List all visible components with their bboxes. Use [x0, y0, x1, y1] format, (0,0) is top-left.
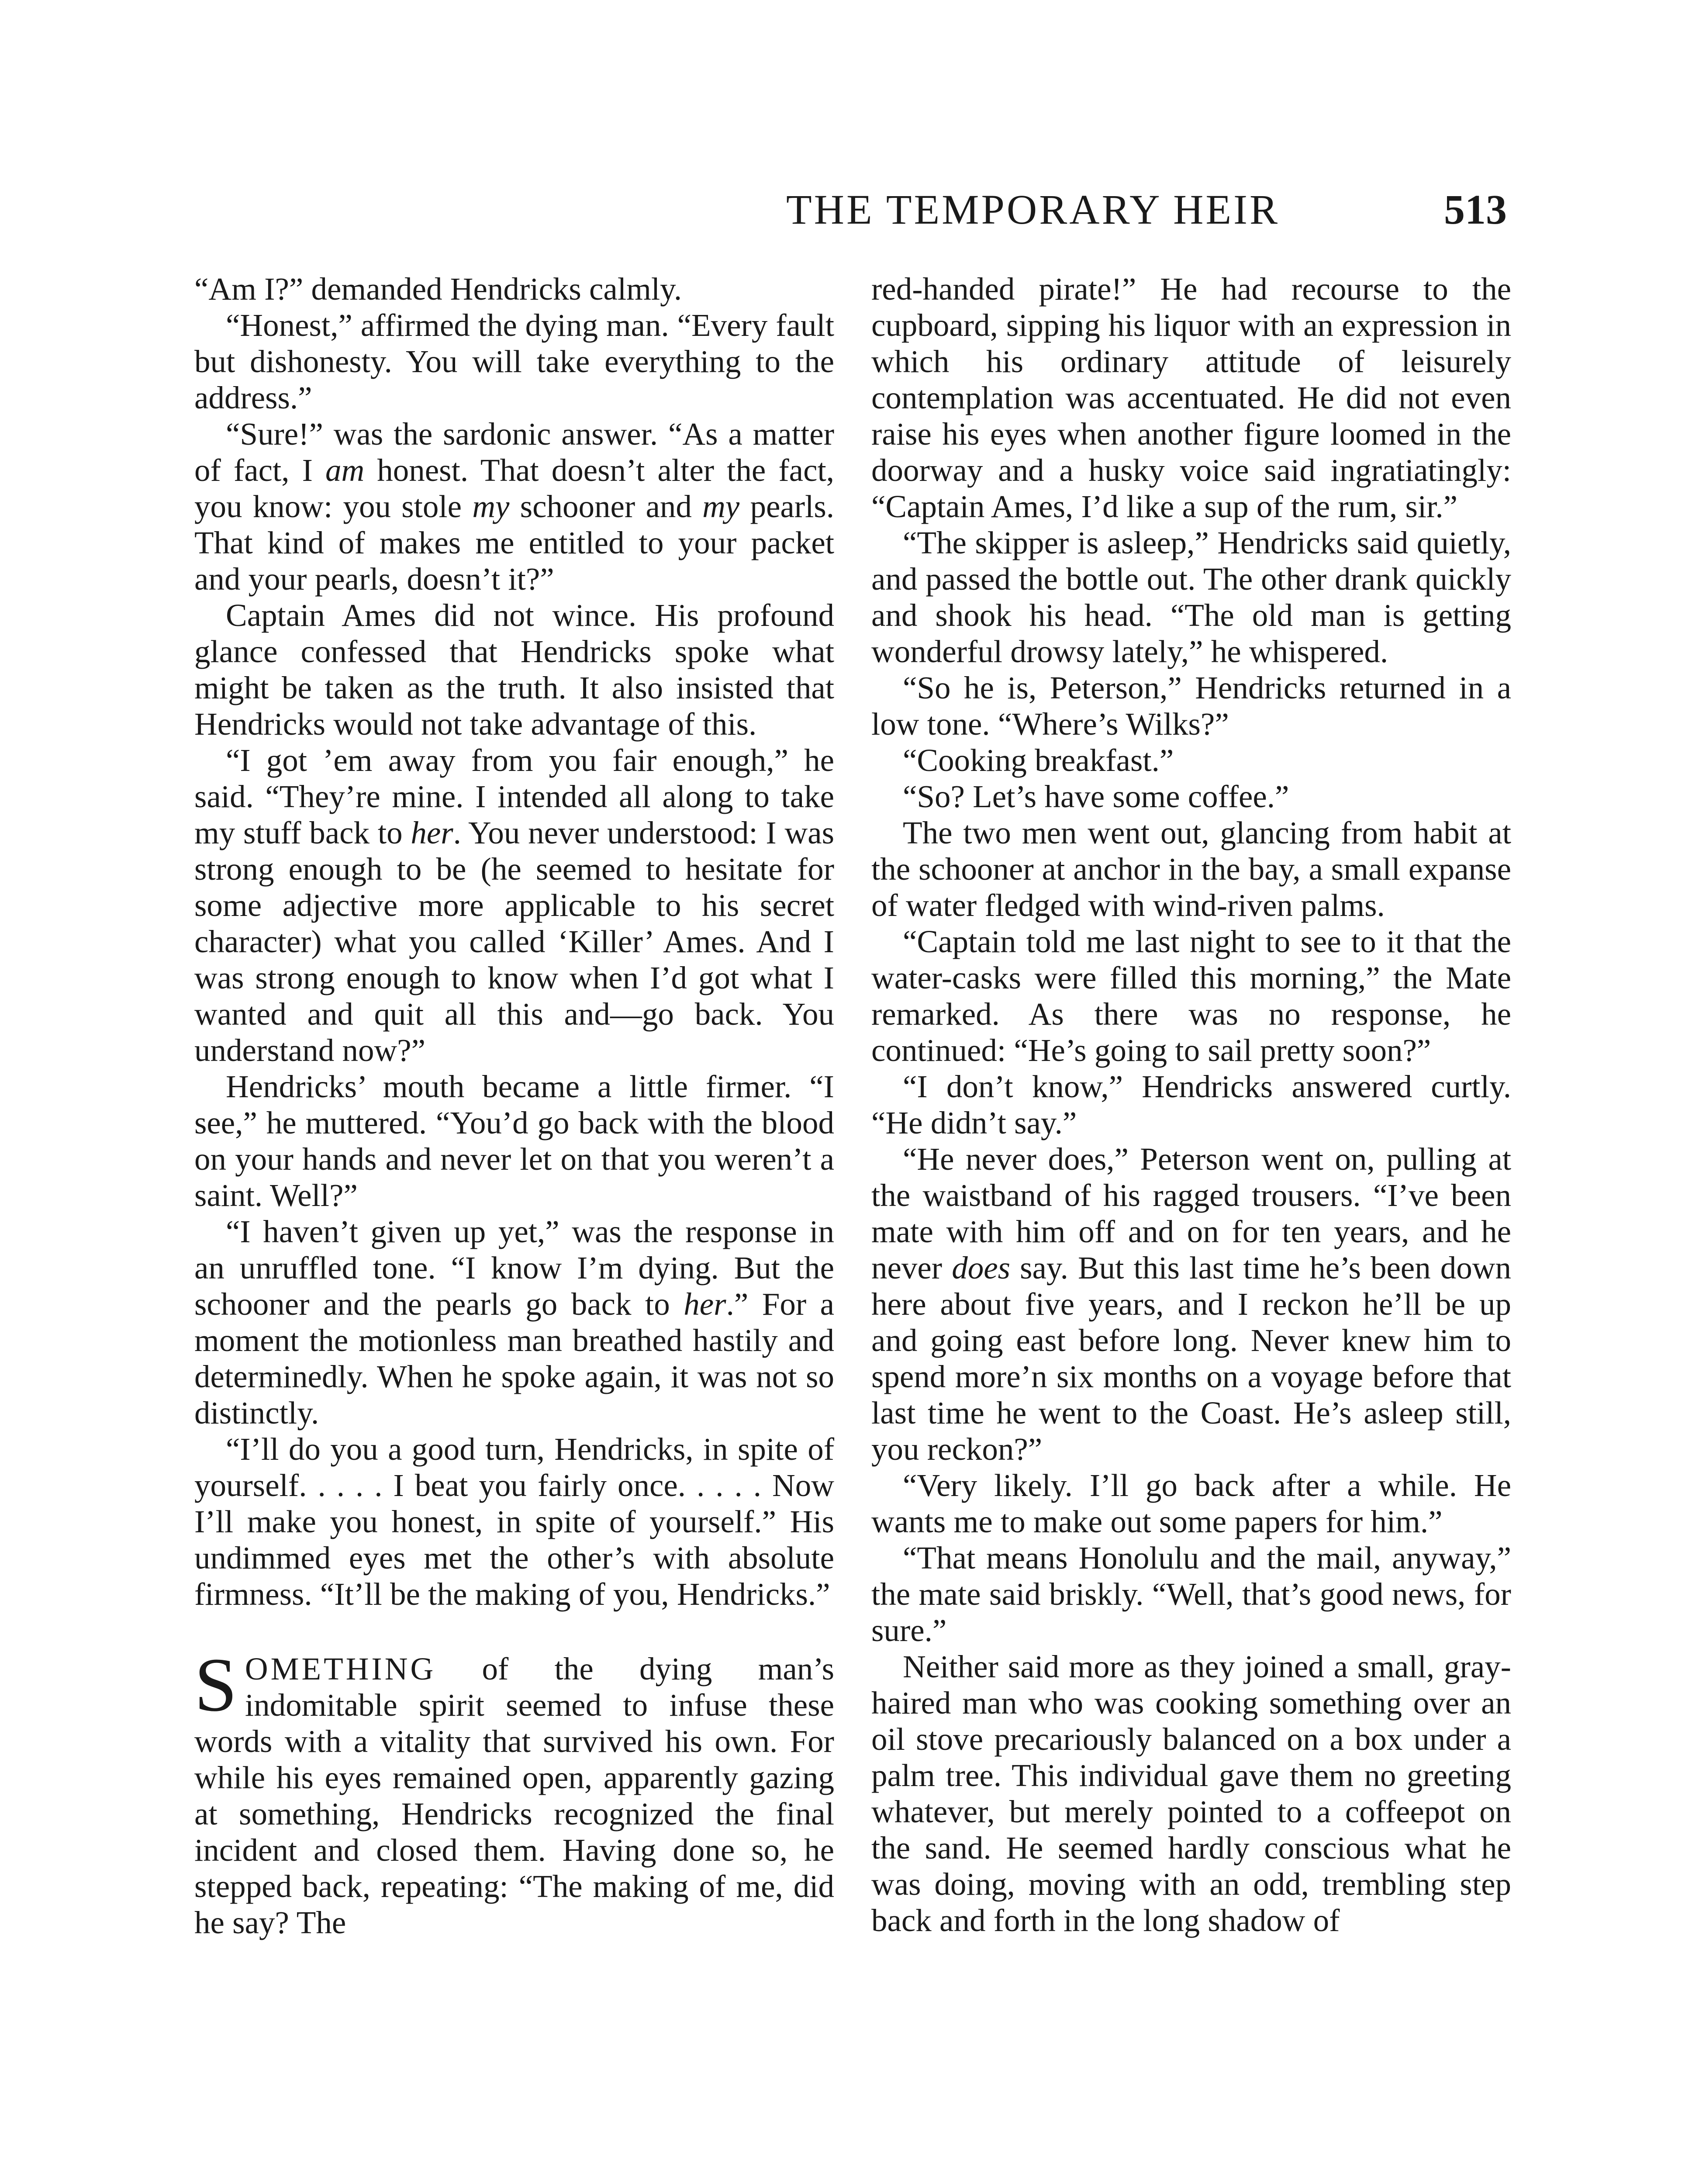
paragraph: “The skipper is asleep,” Hendricks said quietly, and passed the bottle out. The other drank quickly and shook his head. “The old man is getting wonderful drowsy lately,” he whispered.: [871, 525, 1511, 669]
small-caps-lead: OMETHING: [245, 1651, 436, 1686]
running-head: THE TEMPORARY HEIR: [786, 186, 1280, 233]
paragraph: Captain Ames did not wince. His profound glance confessed that Hendricks spoke what might be taken as the truth. It also insisted that Hendricks would not take advantage of this.: [194, 598, 834, 742]
paragraph: “Captain told me last night to see to it that the water-casks were filled this morning,” the Mate remarked. As there was no response, he continued: “He’s going to sail pretty soon?”: [871, 924, 1511, 1068]
italic-word: my: [472, 489, 510, 524]
paragraph: The two men went out, glancing from habit at the schooner at anchor in the bay, a small expanse of water fledged with wind-riven palms.: [871, 815, 1511, 923]
paragraph: red-handed pirate!” He had recourse to the cupboard, sipping his liquor with an expression in which his ordinary attitude of leisurely contemplation was accentuated. He did not even raise his eyes when another figure loomed in the doorway and a husky voice said ingratiatingly: “Captain Ames, I’d like a sup of the rum, sir.”: [871, 271, 1511, 524]
paragraph: “That means Honolulu and the mail, anyway,” the mate said briskly. “Well, that’s good news, for sure.”: [871, 1540, 1511, 1648]
paragraph: “I haven’t given up yet,” was the response in an unruffled tone. “I know I’m dying. But the schooner and the pearls go back to her.” For a moment the motionless man breathed hastily and determinedly. When he spoke again, it was not so distinctly.: [194, 1214, 834, 1431]
left-column: [194, 271, 834, 1941]
italic-word: does: [952, 1250, 1010, 1286]
italic-word: her: [684, 1286, 726, 1322]
paragraph: “Honest,” affirmed the dying man. “Every fault but dishonesty. You will take everything to the address.”: [194, 308, 834, 415]
paragraph: “So he is, Peterson,” Hendricks returned in a low tone. “Where’s Wilks?”: [871, 670, 1511, 742]
paragraph: Hendricks’ mouth became a little firmer. “I see,” he muttered. “You’d go back with the blood on your hands and never let on that you weren’t a saint. Well?”: [194, 1069, 834, 1213]
paragraph: “I got ’em away from you fair enough,” he said. “They’re mine. I intended all along to take my stuff back to her. You never understood: I was strong enough to be (he seemed to hesitate for some adjective more applicable to his secret character) what you called ‘Killer’ Ames. And I was strong enough to know when I’d got what I wanted and quit all this and—go back. You understand now?”: [194, 743, 834, 1068]
paragraph: “Very likely. I’ll go back after a while. He wants me to make out some papers for him.”: [871, 1468, 1511, 1539]
drop-cap: S: [194, 1642, 237, 1728]
paragraph: “Sure!” was the sardonic answer. “As a matter of fact, I am honest. That doesn’t alter the fact, you know: you stole my schooner and my pearls. That kind of makes me entitled to your packet and your pearls, doesn’t it?”: [194, 416, 835, 597]
paragraph: Neither said more as they joined a small, gray-haired man who was cooking something over an oil stove precariously balanced on a box under a palm tree. This individual gave them no greeting whatever, but merely pointed to a coffeepot on the sand. He seemed hardly conscious what he was doing, moving with an odd, trembling step back and forth in the long shadow of: [871, 1649, 1511, 1938]
italic-word: her: [411, 815, 453, 850]
paragraph: “So? Let’s have some coffee.”: [903, 779, 1289, 814]
page-number: 513: [1444, 186, 1507, 233]
paragraph: “I don’t know,” Hendricks answered curtly. “He didn’t say.”: [871, 1069, 1511, 1140]
paragraph: “He never does,” Peterson went on, pulling at the waistband of his ragged trousers. “I’ve been mate with him off and on for ten years, and he never does say. But this last time he’s been down here about five years, and I reckon he’ll be up and going east before long. Never knew him to spend more’n six months on a voyage before that last time he went to the Coast. He’s asleep still, you reckon?”: [871, 1141, 1511, 1467]
italic-word: my: [702, 489, 740, 524]
paragraph: “Cooking breakfast.”: [903, 743, 1174, 778]
paragraph: “I’ll do you a good turn, Hendricks, in spite of yourself. . . . . I beat you fairly once. . . . . Now I’ll make you honest, in spite of yourself.” His undimmed eyes met the other’s with absolute firmness. “It’ll be the making of you, Hendricks.”: [194, 1431, 834, 1612]
section-paragraph: SOMETHING of the dying man’s indomitable spirit seemed to infuse these words with a vitality that survived his own. For while his eyes remained open, apparently gazing at something, Hendricks recognized the final incident and closed them. Having done so, he stepped back, repeating: “The making of me, did he say? The: [194, 1642, 834, 1940]
right-column: [871, 271, 1511, 1939]
italic-word: am: [325, 453, 365, 488]
paragraph: “Am I?” demanded Hendricks calmly.: [194, 271, 682, 307]
